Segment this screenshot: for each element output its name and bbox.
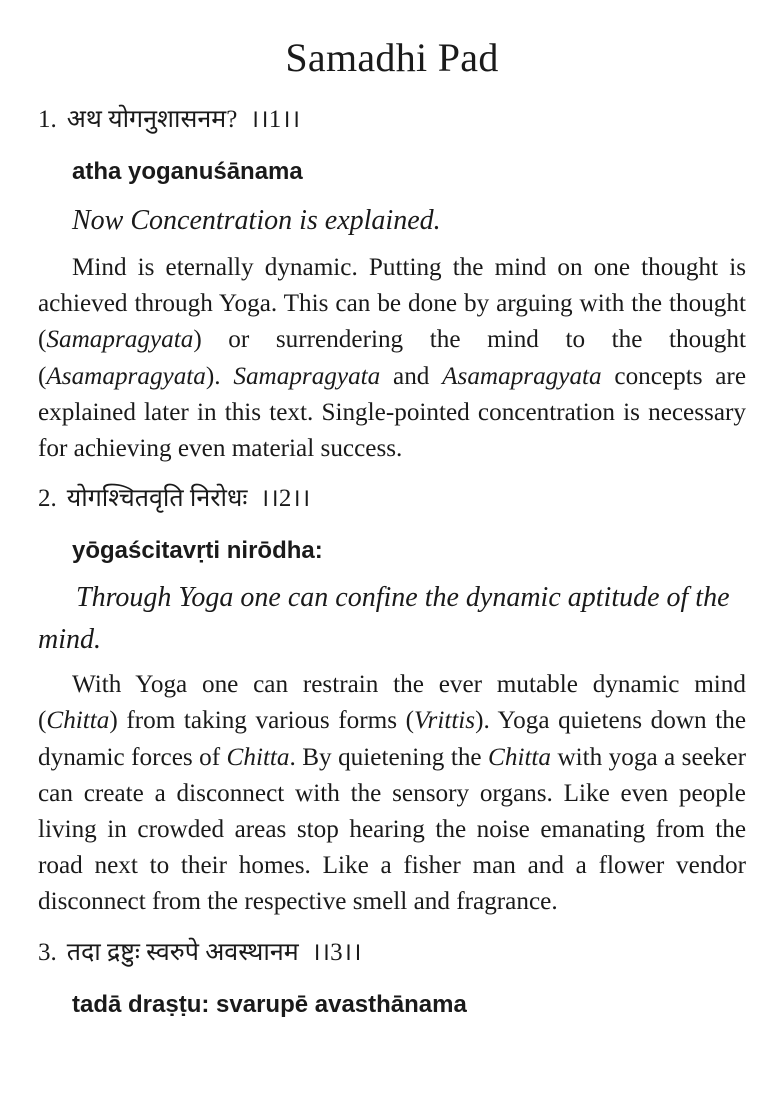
commentary-paragraph-1: Mind is eternally dynamic. Putting the mind on one thought is achieved through Yoga. This can be done by arguing with the thought (Samapragyata) or surrendering the mind to the thought (Asamapragyata). Samapragyata and Asamapragyata concepts are explained later in this text. Single-pointed concentration is necessary for achieving even material success. xyxy=(38,254,746,463)
verse-number-3: 3. xyxy=(38,938,57,966)
italic-term: Asamapragyata xyxy=(442,362,602,390)
italic-term: Chitta xyxy=(488,743,552,771)
verse-number-2: 2. xyxy=(38,485,57,513)
verse-number-1: 1. xyxy=(38,106,57,133)
sanskrit-verse-2 xyxy=(38,483,746,515)
translation-1: Now Concentration is explained. xyxy=(72,205,441,236)
italic-term: Samapragyata xyxy=(46,326,194,354)
devanagari-text-2: योगश्चितवृति निरोधः xyxy=(66,485,248,513)
page-title: Samadhi Pad xyxy=(285,35,499,80)
translation-2: Through Yoga one can confine the dynamic aptitude of the mind. xyxy=(38,582,730,656)
commentary-paragraph-2: With Yoga one can restrain the ever mutable dynamic mind (Chitta) from taking various forms (Vrittis). Yoga quietens down the dynamic forces of Chitta. By quietening the Chitta with yoga a seeker can create a disconnect with the sensory organs. Like even people living in crowded areas stop hearing the noise emanating from the road next to their homes. Like a fisher man and a flower vendor disconnect from the respective smell and fragrance. xyxy=(38,671,746,916)
sanskrit-verse-3 xyxy=(38,937,746,969)
verse-section-2 xyxy=(38,483,746,920)
transliteration-1: atha yoganuśānama xyxy=(72,158,303,185)
transliteration-2: yōgaścitavṛti nirōdha: xyxy=(72,537,323,565)
verse-section-1 xyxy=(38,104,746,467)
italic-term: Chitta xyxy=(226,743,290,771)
devanagari-text-1: अथ योगनुशासनम? xyxy=(66,106,238,133)
italic-term: Asamapragyata xyxy=(46,362,206,390)
transliteration-3: tadā draṣṭu: svarupē avasthānama xyxy=(72,990,467,1018)
verse-marker-2: ।।2।। xyxy=(259,485,311,513)
italic-term: Samapragyata xyxy=(233,362,381,390)
italic-term: Vrittis xyxy=(414,707,476,735)
sanskrit-verse-1 xyxy=(38,104,746,136)
verse-marker-3: ।।3।। xyxy=(311,938,362,966)
devanagari-text-3: तदा द्रष्टुः स्वरुपे अवस्थानम xyxy=(66,938,299,966)
italic-term: Chitta xyxy=(46,707,110,735)
verse-marker-1: ।।1।। xyxy=(249,106,301,133)
verse-section-3 xyxy=(38,937,746,1021)
